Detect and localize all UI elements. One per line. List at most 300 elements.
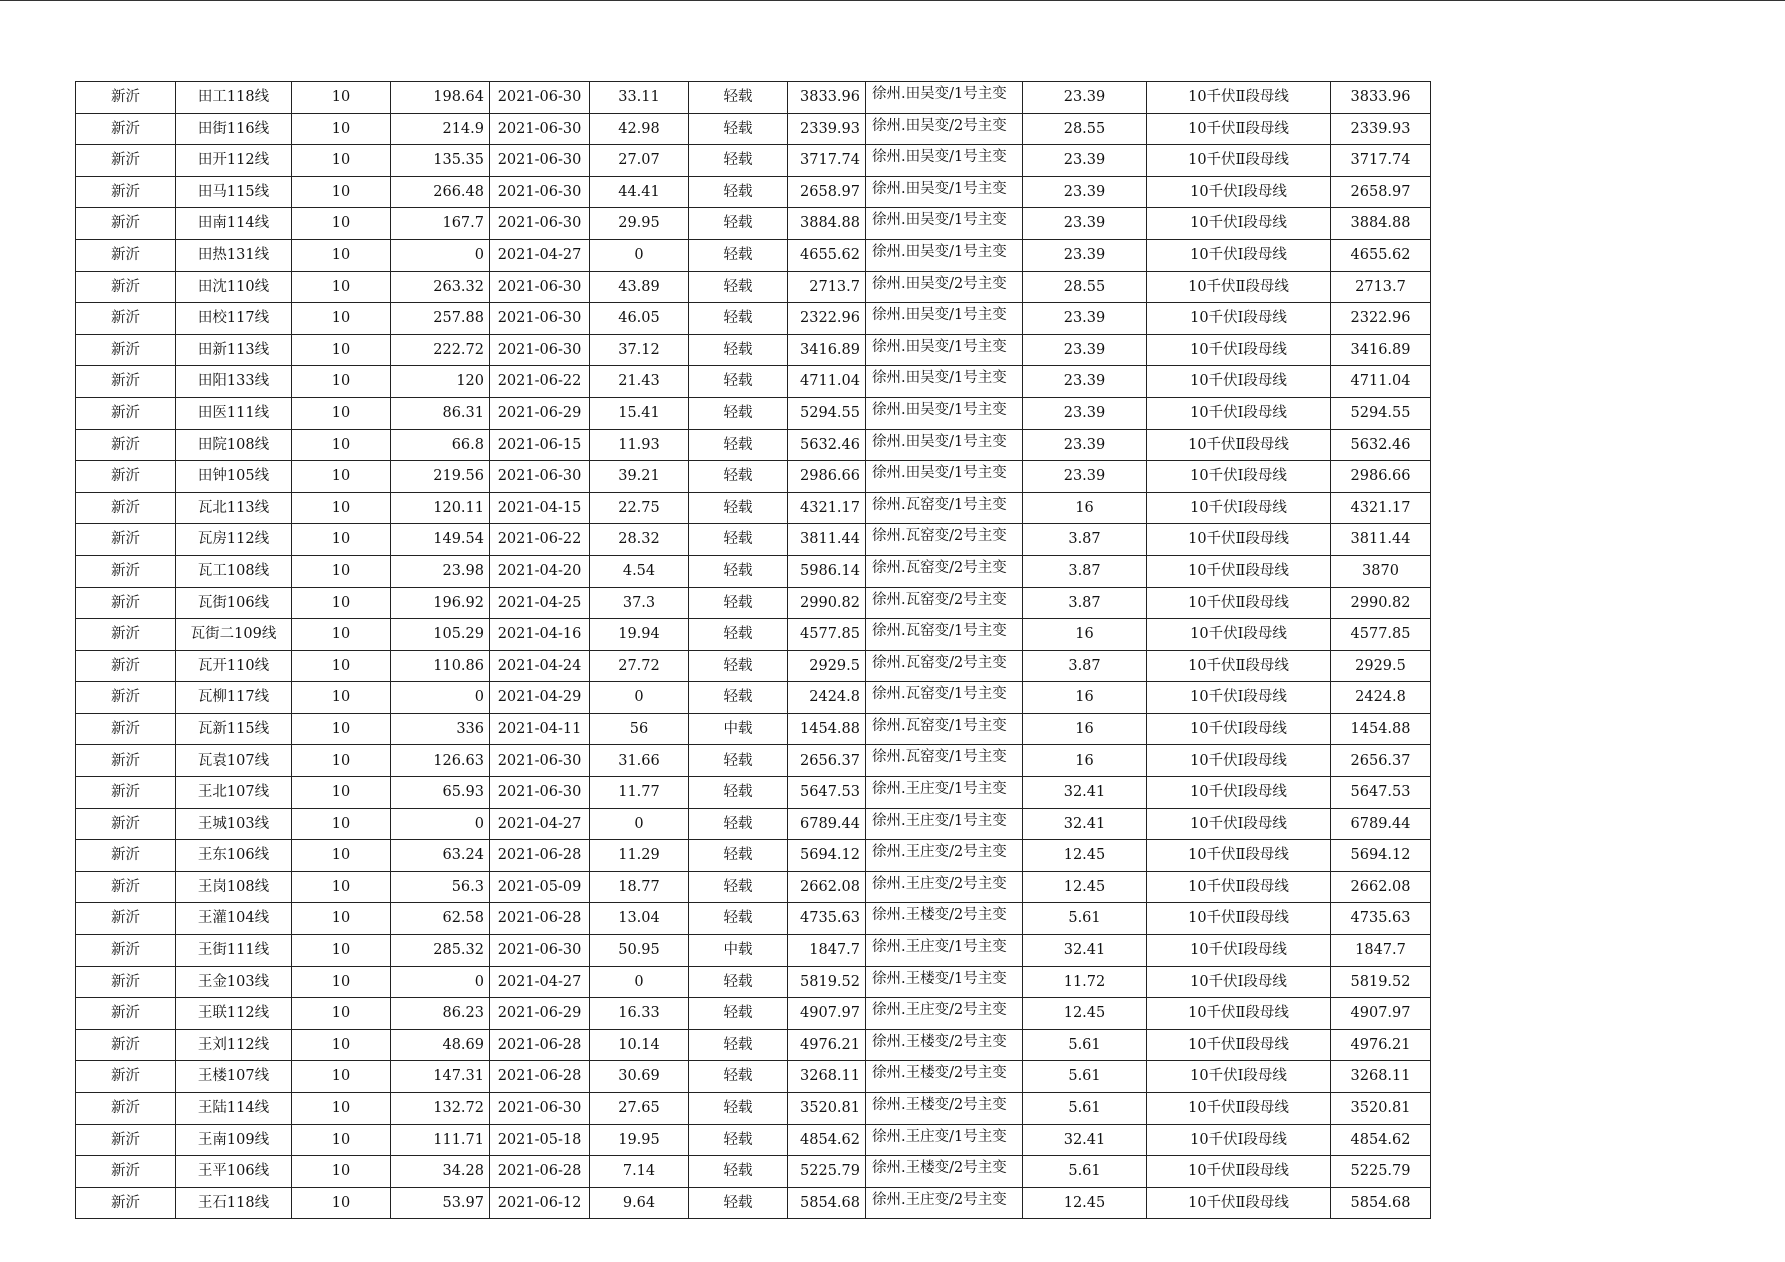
table-row: [76, 239, 1431, 271]
cell-load-status: 中载: [689, 935, 788, 967]
cell-line-name: 瓦街106线: [176, 587, 292, 619]
cell-busbar: 10千伏Ⅰ段母线: [1147, 713, 1331, 745]
cell-rate: 22.75: [590, 492, 689, 524]
cell-load-status: 轻载: [689, 840, 788, 872]
cell-capacity: 126.63: [391, 745, 490, 777]
cell-voltage: 10: [292, 397, 391, 429]
cell-load-status: 轻载: [689, 619, 788, 651]
transformer-label: 徐州.王庄变/2号主变: [872, 844, 1007, 861]
table-row: [76, 366, 1431, 398]
cell-date: 2021-04-15: [490, 492, 590, 524]
transformer-label: 徐州.瓦窑变/2号主变: [872, 654, 1007, 671]
cell-line-name: 王城103线: [176, 808, 292, 840]
cell-open-capacity: 2339.93: [1331, 113, 1431, 145]
cell-region: 新沂: [76, 1061, 176, 1093]
cell-region: 新沂: [76, 397, 176, 429]
cell-available-capacity: 1847.7: [788, 935, 866, 967]
cell-available-capacity: 2339.93: [788, 113, 866, 145]
cell-load-status: 轻载: [689, 871, 788, 903]
cell-available-capacity: 4854.62: [788, 1124, 866, 1156]
transformer-label: 徐州.田吴变/1号主变: [872, 370, 1007, 387]
cell-rate: 10.14: [590, 1029, 689, 1061]
cell-rate: 33.11: [590, 82, 689, 114]
cell-rate: 18.77: [590, 871, 689, 903]
cell-voltage: 10: [292, 682, 391, 714]
transformer-label: 徐州.王楼变/2号主变: [872, 1065, 1007, 1082]
cell-line-name: 瓦房112线: [176, 524, 292, 556]
cell-busbar: 10千伏Ⅱ段母线: [1147, 998, 1331, 1030]
cell-transformer: [866, 492, 1023, 524]
cell-region: 新沂: [76, 334, 176, 366]
cell-load-status: 轻载: [689, 303, 788, 335]
table-row: [76, 397, 1431, 429]
table-row: [76, 176, 1431, 208]
cell-voltage: 10: [292, 903, 391, 935]
table-row: [76, 903, 1431, 935]
cell-transformer: [866, 745, 1023, 777]
cell-load-status: 轻载: [689, 82, 788, 114]
cell-line-name: 田街116线: [176, 113, 292, 145]
cell-rate: 11.77: [590, 777, 689, 809]
cell-date: 2021-06-28: [490, 1156, 590, 1188]
cell-capacity: 65.93: [391, 777, 490, 809]
table-row: [76, 935, 1431, 967]
cell-available-capacity: 3833.96: [788, 82, 866, 114]
cell-region: 新沂: [76, 461, 176, 493]
cell-busbar: 10千伏Ⅱ段母线: [1147, 1093, 1331, 1125]
transformer-label: 徐州.田吴变/2号主变: [872, 275, 1007, 292]
cell-date: 2021-05-09: [490, 871, 590, 903]
cell-date: 2021-04-27: [490, 239, 590, 271]
cell-voltage: 10: [292, 492, 391, 524]
cell-transformer-rate: 16: [1023, 492, 1147, 524]
cell-rate: 27.07: [590, 145, 689, 177]
cell-available-capacity: 5632.46: [788, 429, 866, 461]
cell-capacity: 0: [391, 239, 490, 271]
cell-busbar: 10千伏Ⅰ段母线: [1147, 619, 1331, 651]
cell-transformer: [866, 461, 1023, 493]
cell-transformer: [866, 682, 1023, 714]
cell-busbar: 10千伏Ⅱ段母线: [1147, 903, 1331, 935]
cell-rate: 27.65: [590, 1093, 689, 1125]
cell-voltage: 10: [292, 82, 391, 114]
cell-capacity: 135.35: [391, 145, 490, 177]
cell-capacity: 0: [391, 966, 490, 998]
cell-available-capacity: 3268.11: [788, 1061, 866, 1093]
cell-date: 2021-06-22: [490, 366, 590, 398]
cell-open-capacity: 3870: [1331, 555, 1431, 587]
cell-rate: 42.98: [590, 113, 689, 145]
cell-voltage: 10: [292, 1187, 391, 1219]
cell-transformer: [866, 1187, 1023, 1219]
cell-load-status: 轻载: [689, 397, 788, 429]
cell-load-status: 轻载: [689, 461, 788, 493]
cell-line-name: 田阳133线: [176, 366, 292, 398]
cell-busbar: 10千伏Ⅰ段母线: [1147, 682, 1331, 714]
cell-voltage: 10: [292, 745, 391, 777]
transformer-label: 徐州.田吴变/1号主变: [872, 338, 1007, 355]
transformer-label: 徐州.瓦窑变/1号主变: [872, 686, 1007, 703]
cell-voltage: 10: [292, 777, 391, 809]
cell-load-status: 轻载: [689, 777, 788, 809]
cell-rate: 29.95: [590, 208, 689, 240]
cell-available-capacity: 4976.21: [788, 1029, 866, 1061]
cell-voltage: 10: [292, 935, 391, 967]
cell-transformer-rate: 11.72: [1023, 966, 1147, 998]
transformer-label: 徐州.田吴变/1号主变: [872, 465, 1007, 482]
cell-available-capacity: 5986.14: [788, 555, 866, 587]
cell-available-capacity: 1454.88: [788, 713, 866, 745]
cell-capacity: 222.72: [391, 334, 490, 366]
cell-date: 2021-06-29: [490, 397, 590, 429]
cell-open-capacity: 3884.88: [1331, 208, 1431, 240]
cell-busbar: 10千伏Ⅱ段母线: [1147, 1029, 1331, 1061]
transformer-label: 徐州.王庄变/1号主变: [872, 812, 1007, 829]
cell-load-status: 轻载: [689, 1156, 788, 1188]
cell-line-name: 王金103线: [176, 966, 292, 998]
cell-rate: 13.04: [590, 903, 689, 935]
cell-open-capacity: 2986.66: [1331, 461, 1431, 493]
cell-voltage: 10: [292, 271, 391, 303]
cell-load-status: 轻载: [689, 808, 788, 840]
cell-available-capacity: 3884.88: [788, 208, 866, 240]
cell-region: 新沂: [76, 1029, 176, 1061]
cell-transformer: [866, 524, 1023, 556]
cell-open-capacity: 2658.97: [1331, 176, 1431, 208]
cell-rate: 0: [590, 239, 689, 271]
table-row: [76, 492, 1431, 524]
cell-open-capacity: 5294.55: [1331, 397, 1431, 429]
transformer-label: 徐州.田吴变/1号主变: [872, 212, 1007, 229]
transformer-label: 徐州.瓦窑变/1号主变: [872, 623, 1007, 640]
cell-region: 新沂: [76, 619, 176, 651]
table-row: [76, 745, 1431, 777]
cell-open-capacity: 2656.37: [1331, 745, 1431, 777]
transformer-label: 徐州.王楼变/1号主变: [872, 970, 1007, 987]
cell-capacity: 149.54: [391, 524, 490, 556]
transformer-label: 徐州.瓦窑变/1号主变: [872, 717, 1007, 734]
cell-date: 2021-06-30: [490, 113, 590, 145]
cell-line-name: 田钟105线: [176, 461, 292, 493]
cell-open-capacity: 5632.46: [1331, 429, 1431, 461]
cell-date: 2021-06-30: [490, 82, 590, 114]
cell-voltage: 10: [292, 1029, 391, 1061]
cell-busbar: 10千伏Ⅱ段母线: [1147, 555, 1331, 587]
cell-voltage: 10: [292, 1093, 391, 1125]
table-row: [76, 871, 1431, 903]
transformer-label: 徐州.田吴变/1号主变: [872, 86, 1007, 102]
cell-busbar: 10千伏Ⅰ段母线: [1147, 492, 1331, 524]
cell-voltage: 10: [292, 429, 391, 461]
cell-date: 2021-04-16: [490, 619, 590, 651]
cell-voltage: 10: [292, 239, 391, 271]
cell-open-capacity: 4711.04: [1331, 366, 1431, 398]
cell-transformer-rate: 3.87: [1023, 650, 1147, 682]
cell-load-status: 轻载: [689, 966, 788, 998]
cell-transformer: [866, 1156, 1023, 1188]
cell-date: 2021-06-30: [490, 303, 590, 335]
table-row: [76, 145, 1431, 177]
cell-available-capacity: 3416.89: [788, 334, 866, 366]
cell-open-capacity: 5647.53: [1331, 777, 1431, 809]
cell-date: 2021-06-28: [490, 903, 590, 935]
table-row: [76, 271, 1431, 303]
cell-rate: 39.21: [590, 461, 689, 493]
cell-busbar: 10千伏Ⅰ段母线: [1147, 239, 1331, 271]
cell-load-status: 轻载: [689, 492, 788, 524]
cell-transformer: [866, 239, 1023, 271]
cell-line-name: 田马115线: [176, 176, 292, 208]
cell-transformer-rate: 23.39: [1023, 82, 1147, 114]
cell-line-name: 田医111线: [176, 397, 292, 429]
cell-open-capacity: 1847.7: [1331, 935, 1431, 967]
cell-date: 2021-06-28: [490, 1061, 590, 1093]
cell-transformer: [866, 840, 1023, 872]
cell-rate: 43.89: [590, 271, 689, 303]
cell-transformer: [866, 871, 1023, 903]
cell-date: 2021-06-12: [490, 1187, 590, 1219]
table-body: [76, 82, 1431, 1219]
cell-date: 2021-06-28: [490, 1029, 590, 1061]
cell-date: 2021-06-30: [490, 145, 590, 177]
cell-transformer: [866, 1061, 1023, 1093]
cell-busbar: 10千伏Ⅰ段母线: [1147, 176, 1331, 208]
cell-date: 2021-04-20: [490, 555, 590, 587]
cell-open-capacity: 2662.08: [1331, 871, 1431, 903]
cell-transformer: [866, 777, 1023, 809]
cell-transformer-rate: 16: [1023, 682, 1147, 714]
cell-voltage: 10: [292, 808, 391, 840]
table-row: [76, 461, 1431, 493]
cell-open-capacity: 3811.44: [1331, 524, 1431, 556]
cell-capacity: 120.11: [391, 492, 490, 524]
table-row: [76, 713, 1431, 745]
transformer-label: 徐州.田吴变/1号主变: [872, 180, 1007, 197]
cell-load-status: 轻载: [689, 145, 788, 177]
cell-region: 新沂: [76, 303, 176, 335]
cell-busbar: 10千伏Ⅱ段母线: [1147, 840, 1331, 872]
cell-date: 2021-04-25: [490, 587, 590, 619]
cell-capacity: 132.72: [391, 1093, 490, 1125]
cell-region: 新沂: [76, 429, 176, 461]
cell-region: 新沂: [76, 366, 176, 398]
cell-transformer-rate: 5.61: [1023, 1029, 1147, 1061]
cell-line-name: 田工118线: [176, 82, 292, 114]
cell-transformer-rate: 16: [1023, 713, 1147, 745]
cell-busbar: 10千伏Ⅰ段母线: [1147, 966, 1331, 998]
cell-capacity: 147.31: [391, 1061, 490, 1093]
cell-open-capacity: 2713.7: [1331, 271, 1431, 303]
cell-date: 2021-06-15: [490, 429, 590, 461]
cell-available-capacity: 4907.97: [788, 998, 866, 1030]
cell-voltage: 10: [292, 366, 391, 398]
cell-region: 新沂: [76, 271, 176, 303]
cell-open-capacity: 5819.52: [1331, 966, 1431, 998]
cell-capacity: 0: [391, 682, 490, 714]
cell-rate: 7.14: [590, 1156, 689, 1188]
cell-available-capacity: 4321.17: [788, 492, 866, 524]
table-row: [76, 82, 1431, 114]
cell-capacity: 86.23: [391, 998, 490, 1030]
cell-busbar: 10千伏Ⅰ段母线: [1147, 208, 1331, 240]
cell-load-status: 轻载: [689, 524, 788, 556]
cell-capacity: 34.28: [391, 1156, 490, 1188]
cell-available-capacity: 6789.44: [788, 808, 866, 840]
cell-region: 新沂: [76, 777, 176, 809]
table-row: [76, 808, 1431, 840]
cell-region: 新沂: [76, 935, 176, 967]
cell-transformer-rate: 12.45: [1023, 840, 1147, 872]
transformer-label: 徐州.王楼变/2号主变: [872, 1097, 1007, 1113]
cell-open-capacity: 5854.68: [1331, 1187, 1431, 1219]
cell-region: 新沂: [76, 82, 176, 114]
cell-voltage: 10: [292, 208, 391, 240]
cell-date: 2021-04-27: [490, 966, 590, 998]
cell-voltage: 10: [292, 334, 391, 366]
cell-region: 新沂: [76, 713, 176, 745]
table-row: [76, 303, 1431, 335]
cell-transformer: [866, 176, 1023, 208]
cell-busbar: 10千伏Ⅱ段母线: [1147, 145, 1331, 177]
cell-region: 新沂: [76, 840, 176, 872]
cell-rate: 0: [590, 808, 689, 840]
cell-rate: 28.32: [590, 524, 689, 556]
cell-busbar: 10千伏Ⅱ段母线: [1147, 113, 1331, 145]
cell-line-name: 瓦工108线: [176, 555, 292, 587]
cell-transformer-rate: 16: [1023, 619, 1147, 651]
cell-line-name: 王石118线: [176, 1187, 292, 1219]
cell-load-status: 轻载: [689, 745, 788, 777]
cell-capacity: 219.56: [391, 461, 490, 493]
cell-region: 新沂: [76, 650, 176, 682]
cell-voltage: 10: [292, 713, 391, 745]
cell-region: 新沂: [76, 555, 176, 587]
cell-transformer-rate: 3.87: [1023, 524, 1147, 556]
cell-voltage: 10: [292, 113, 391, 145]
cell-capacity: 63.24: [391, 840, 490, 872]
cell-open-capacity: 3833.96: [1331, 82, 1431, 114]
cell-rate: 30.69: [590, 1061, 689, 1093]
cell-rate: 15.41: [590, 397, 689, 429]
cell-rate: 56: [590, 713, 689, 745]
cell-busbar: 10千伏Ⅰ段母线: [1147, 777, 1331, 809]
cell-line-name: 田热131线: [176, 239, 292, 271]
cell-available-capacity: 5225.79: [788, 1156, 866, 1188]
cell-available-capacity: 3811.44: [788, 524, 866, 556]
cell-rate: 4.54: [590, 555, 689, 587]
cell-transformer: [866, 1029, 1023, 1061]
cell-voltage: 10: [292, 461, 391, 493]
cell-line-name: 田院108线: [176, 429, 292, 461]
transformer-label: 徐州.王楼变/2号主变: [872, 1160, 1007, 1177]
cell-busbar: 10千伏Ⅰ段母线: [1147, 745, 1331, 777]
cell-busbar: 10千伏Ⅱ段母线: [1147, 650, 1331, 682]
cell-rate: 50.95: [590, 935, 689, 967]
cell-load-status: 轻载: [689, 239, 788, 271]
cell-date: 2021-06-30: [490, 176, 590, 208]
cell-region: 新沂: [76, 745, 176, 777]
cell-load-status: 轻载: [689, 1029, 788, 1061]
cell-load-status: 轻载: [689, 366, 788, 398]
cell-rate: 0: [590, 966, 689, 998]
cell-line-name: 瓦街二109线: [176, 619, 292, 651]
cell-transformer: [866, 555, 1023, 587]
cell-transformer: [866, 145, 1023, 177]
cell-load-status: 轻载: [689, 998, 788, 1030]
table-row: [76, 966, 1431, 998]
cell-line-name: 王灌104线: [176, 903, 292, 935]
cell-transformer: [866, 303, 1023, 335]
cell-transformer: [866, 808, 1023, 840]
cell-region: 新沂: [76, 524, 176, 556]
cell-open-capacity: 4577.85: [1331, 619, 1431, 651]
table-row: [76, 1187, 1431, 1219]
cell-transformer-rate: 23.39: [1023, 429, 1147, 461]
cell-capacity: 86.31: [391, 397, 490, 429]
cell-region: 新沂: [76, 1124, 176, 1156]
cell-date: 2021-06-30: [490, 777, 590, 809]
cell-transformer-rate: 12.45: [1023, 871, 1147, 903]
cell-transformer-rate: 12.45: [1023, 998, 1147, 1030]
cell-transformer-rate: 12.45: [1023, 1187, 1147, 1219]
cell-rate: 11.29: [590, 840, 689, 872]
cell-available-capacity: 2656.37: [788, 745, 866, 777]
cell-capacity: 66.8: [391, 429, 490, 461]
cell-capacity: 257.88: [391, 303, 490, 335]
cell-transformer: [866, 334, 1023, 366]
transformer-label: 徐州.王庄变/2号主变: [872, 1191, 1007, 1208]
cell-capacity: 336: [391, 713, 490, 745]
cell-transformer-rate: 5.61: [1023, 1156, 1147, 1188]
cell-capacity: 105.29: [391, 619, 490, 651]
cell-transformer-rate: 28.55: [1023, 271, 1147, 303]
cell-region: 新沂: [76, 1187, 176, 1219]
table-row: [76, 1124, 1431, 1156]
cell-busbar: 10千伏Ⅰ段母线: [1147, 461, 1331, 493]
cell-date: 2021-05-18: [490, 1124, 590, 1156]
table-row: [76, 524, 1431, 556]
table-row: [76, 998, 1431, 1030]
cell-load-status: 轻载: [689, 1187, 788, 1219]
cell-line-name: 瓦柳117线: [176, 682, 292, 714]
cell-capacity: 120: [391, 366, 490, 398]
cell-voltage: 10: [292, 303, 391, 335]
cell-capacity: 48.69: [391, 1029, 490, 1061]
table-row: [76, 682, 1431, 714]
cell-open-capacity: 2322.96: [1331, 303, 1431, 335]
cell-voltage: 10: [292, 1061, 391, 1093]
cell-open-capacity: 3717.74: [1331, 145, 1431, 177]
cell-available-capacity: 5694.12: [788, 840, 866, 872]
cell-available-capacity: 4711.04: [788, 366, 866, 398]
cell-region: 新沂: [76, 871, 176, 903]
cell-line-name: 王街111线: [176, 935, 292, 967]
cell-open-capacity: 4976.21: [1331, 1029, 1431, 1061]
cell-available-capacity: 2658.97: [788, 176, 866, 208]
cell-transformer: [866, 998, 1023, 1030]
cell-load-status: 轻载: [689, 208, 788, 240]
cell-date: 2021-04-11: [490, 713, 590, 745]
cell-busbar: 10千伏Ⅰ段母线: [1147, 334, 1331, 366]
cell-busbar: 10千伏Ⅱ段母线: [1147, 1187, 1331, 1219]
cell-load-status: 轻载: [689, 1124, 788, 1156]
cell-transformer: [866, 1093, 1023, 1125]
cell-line-name: 王岗108线: [176, 871, 292, 903]
table-row: [76, 1093, 1431, 1125]
cell-voltage: 10: [292, 1156, 391, 1188]
cell-load-status: 轻载: [689, 1061, 788, 1093]
cell-capacity: 23.98: [391, 555, 490, 587]
